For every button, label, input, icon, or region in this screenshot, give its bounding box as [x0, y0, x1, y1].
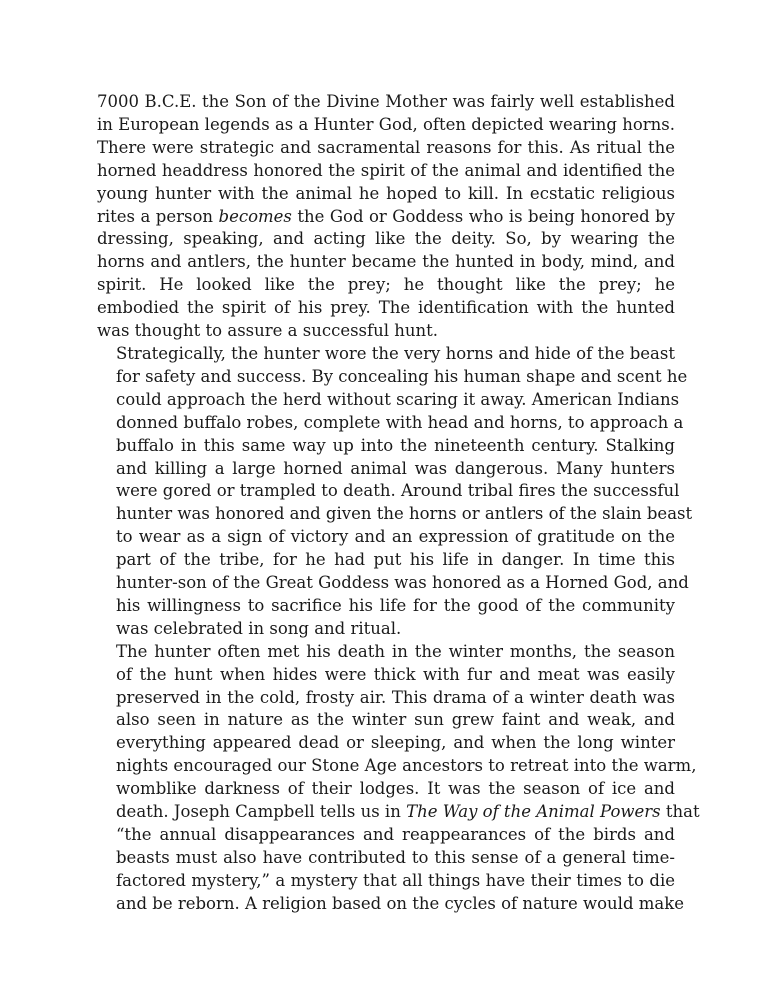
text-run: could approach the herd without scaring it away. American Indians	[116, 389, 680, 409]
text-line	[97, 641, 675, 664]
text-line	[97, 709, 675, 732]
text-run: 7000 B.C.E. the Son of the Divine Mother was fairly well established	[97, 92, 675, 111]
text-line	[97, 755, 697, 778]
italic-text: The Way of the Animal Powers	[406, 802, 661, 822]
text-run: for safety and success. By concealing his human shape and scent he	[116, 366, 688, 386]
text-run: death. Joseph Campbell tells us in	[116, 802, 407, 822]
text-line	[97, 503, 693, 526]
text-line	[97, 137, 675, 160]
text-line	[97, 183, 675, 206]
text-line	[97, 526, 675, 549]
text-line	[97, 343, 675, 366]
text-line	[97, 274, 675, 297]
text-line	[97, 91, 675, 114]
text-line	[97, 801, 700, 824]
text-run: factored mystery,” a mystery that all things have their times to die	[116, 870, 675, 890]
text-run: hunter was honored and given the horns or antlers of the slain beast	[116, 504, 693, 524]
text-line	[97, 366, 688, 389]
text-run: beasts must also have contributed to this sense of a general time-	[116, 847, 675, 867]
text-line	[97, 435, 675, 458]
paragraph	[97, 343, 693, 641]
text-run: nights encouraged our Stone Age ancestors to retreat into the warm,	[116, 756, 697, 776]
text-run: to wear as a sign of victory and an expression of gratitude on the	[116, 527, 675, 547]
text-line	[97, 114, 675, 137]
text-run: horned headdress honored the spirit of the animal and identified the	[97, 160, 675, 180]
text-line	[97, 480, 680, 503]
text-line	[97, 687, 675, 710]
text-line	[97, 824, 675, 847]
paragraph	[97, 641, 700, 916]
text-run: in European legends as a Hunter God, often depicted wearing horns.	[97, 114, 675, 134]
text-run: spirit. He looked like the prey; he thought like the prey; he	[97, 275, 675, 295]
text-run: everything appeared dead or sleeping, and when the long winter	[116, 733, 675, 753]
text-line	[97, 389, 680, 412]
italic-text: becomes	[218, 206, 292, 226]
text-line	[97, 618, 675, 641]
text-run: part of the tribe, for he had put his life in danger. In time this	[116, 550, 675, 570]
text-line	[97, 572, 689, 595]
text-run: embodied the spirit of his prey. The identification with the hunted	[97, 298, 675, 318]
text-run: and killing a large horned animal was dangerous. Many hunters	[116, 458, 675, 478]
text-line	[97, 458, 675, 481]
text-run: dressing, speaking, and acting like the deity. So, by wearing the	[97, 229, 675, 249]
text-run: hunter-son of the Great Goddess was honored as a Horned God, and	[116, 573, 689, 593]
text-line	[97, 320, 675, 343]
text-line	[97, 595, 675, 618]
text-run: was celebrated in song and ritual.	[116, 618, 402, 638]
text-run: of the hunt when hides were thick with fur and meat was easily	[116, 664, 675, 684]
text-run: and be reborn. A religion based on the cycles of nature would make	[116, 893, 684, 913]
text-run: horns and antlers, the hunter became the hunted in body, mind, and	[97, 252, 675, 272]
text-run: The hunter often met his death in the winter months, the season	[116, 641, 675, 661]
text-run: that	[660, 802, 700, 822]
text-run: donned buffalo robes, complete with head and horns, to approach a	[116, 412, 684, 432]
text-line	[97, 228, 675, 251]
text-run: womblike darkness of their lodges. It was the season of ice and	[116, 779, 675, 799]
text-run: also seen in nature as the winter sun grew faint and weak, and	[116, 710, 675, 730]
text-run: buffalo in this same way up into the nineteenth century. Stalking	[116, 435, 675, 455]
text-run: was thought to assure a successful hunt.	[97, 321, 439, 341]
text-run: Strategically, the hunter wore the very horns and hide of the beast	[116, 343, 675, 363]
text-run: young hunter with the animal he hoped to kill. In ecstatic religious	[97, 183, 675, 203]
text-line	[97, 297, 675, 320]
text-run: “the annual disappearances and reappearances of the birds and	[116, 825, 675, 844]
text-run: There were strategic and sacramental reasons for this. As ritual the	[97, 137, 675, 157]
text-line	[97, 206, 675, 229]
text-line	[97, 847, 675, 870]
text-line	[97, 549, 675, 572]
text-line	[97, 778, 675, 801]
text-line	[97, 870, 675, 893]
text-run: preserved in the cold, frosty air. This drama of a winter death was	[116, 687, 675, 707]
text-run: rites a person	[97, 206, 219, 226]
text-run: the God or Goddess who is being honored by	[291, 206, 676, 226]
text-run: his willingness to sacrifice his life for the good of the community	[116, 595, 675, 615]
text-line	[97, 160, 675, 183]
text-run: were gored or trampled to death. Around tribal fires the successful	[116, 481, 680, 501]
body-text	[97, 91, 700, 916]
page-body	[97, 91, 700, 916]
text-line	[97, 732, 675, 755]
text-line	[97, 251, 675, 274]
text-line	[97, 893, 684, 916]
text-line	[97, 664, 675, 687]
text-line	[97, 412, 684, 435]
paragraph	[97, 91, 675, 343]
